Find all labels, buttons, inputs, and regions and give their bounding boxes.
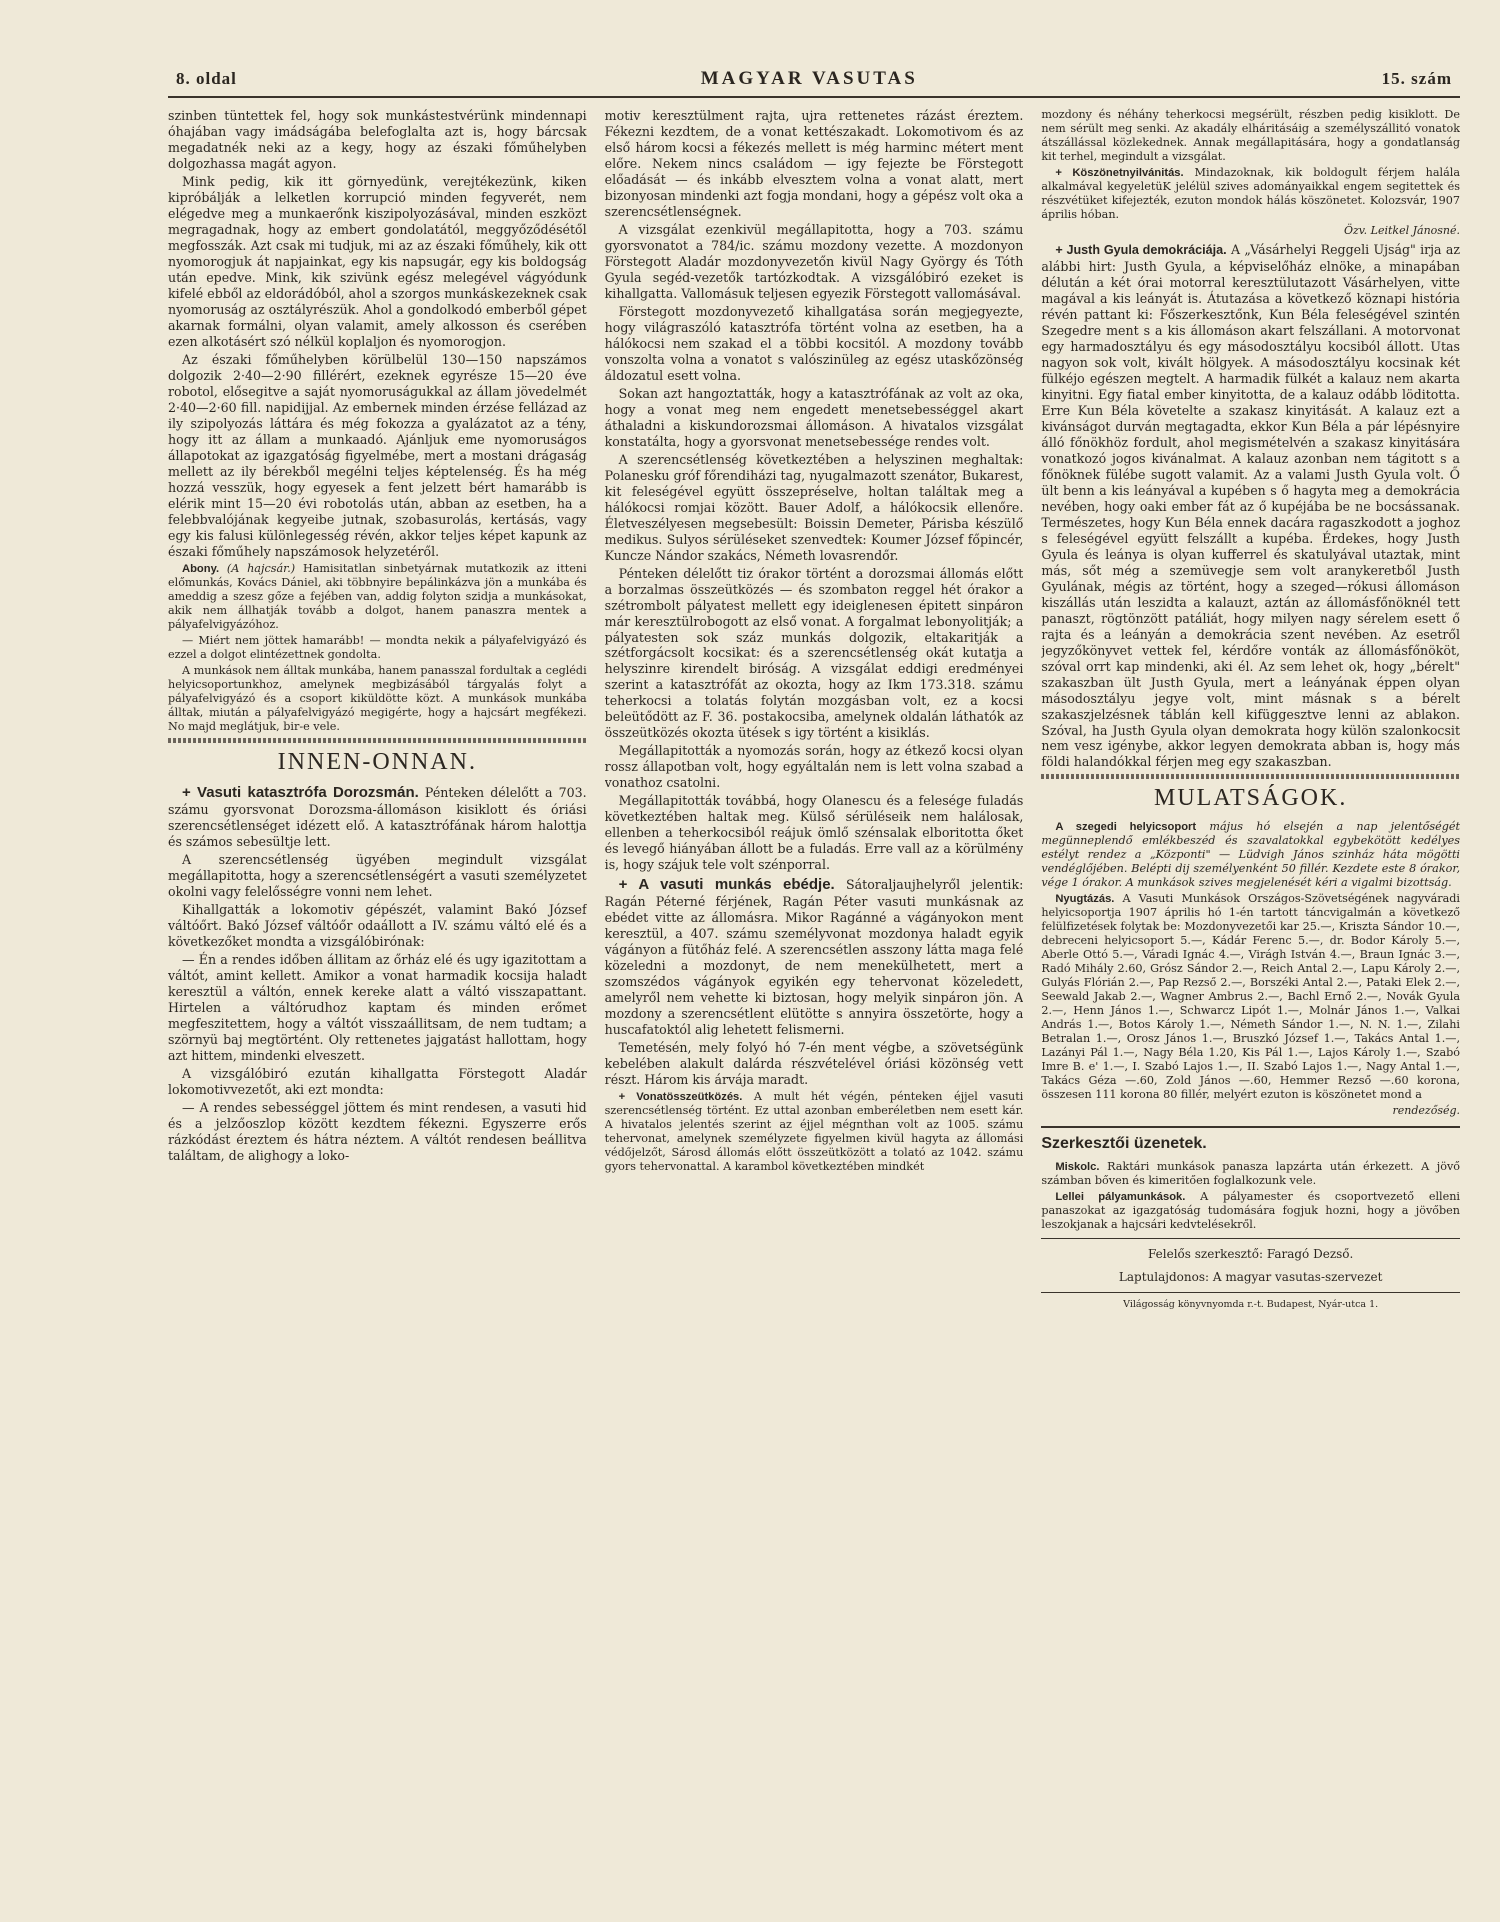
paragraph: Pénteken délelőtt tiz órakor történt a dorozsmai állomás előtt a borzalmas összeütközés — és szombaton reggel hét órakor a szétrombolt pályatest mellett egy ideiglenesen épitett sinpáron már keresztülrobogott az első vonat. A forgalmat lebonyolitják; a pályatesten sok száz munkás dolgozik, eltakaritják a szétforgácsolt kocsikat: és a szerencsétlenség okát kutatja a helyszinre kirendelt biróság. A vizsgálat eddigi eredményei szerint a katasztrófát az okozta, hogy az Ikm 173.318. számu teherkocsi a tolatás folytán mozgásban volt, ez a kocsi beleütődött az F. 36. postakocsiba, amelynek oldalán láthatók az összeütközés okozta ütések s igy történt a kisiklás. xyxy=(604,565,1024,741)
paragraph: Az északi főműhelyben körülbelül 130—150 napszámos dolgozik 2·40—2·90 fillérért, ezeknek egyrésze 15—20 éve robotol, elősegitve a saját nyomoruságukkal az állam jövedelmét 2·40—2·60 fill. napidijjal. Az embernek minden érzése fellázad az ily szipolyozás láttára és még fokozza a gyalázatot az a tény, hogy itt az állam a munkaadó. Ajánljuk eme nyomoruságos állapotokat az igazgatóság figyelmébe, mert a mostani drágaság mellett az ily bérekből megélni teljes képtelenség. És ha még hozzá vesszük, hogy egyesek a fent jelzett bért hamarább is elérik mint 15—20 évi robotolás után, abban az esetben, ha a felebbvalójának kegyeibe jutnak, szobasurolás, kertásás, vagy egy kis falusi különlegesség révén, akkor teljes képet kapunk az északi főműhely napszámosok helyzetéről. xyxy=(168,351,587,559)
article-vonat xyxy=(605,1090,1024,1174)
masthead-title: MAGYAR VASUTAS xyxy=(700,68,918,89)
article-text: Sátoraljaujhelyről jelentik: Ragán Péterné férjének, Ragán Péter vasuti munkásnak az ebédet vitte az állomásra. Mikor Ragánné a vágányokon ment keresztül, a 407. számu személyvonat mozdonya haladt egyik vágányon a fütőház felé. A szerencsétlen asszony látta maga felé közeledni a mozdonyt, de nem menekülhetett, mert a szomszédos vágányok egyikén egy tehervonat közeledett, amelyről nem vehette ki biztosan, hogy melyik sinpáron jön. A mozdony a szerencsétlent elütötte s annyira összetörte, hogy a huscafatoktól alig lehetett felismerni. xyxy=(604,877,1024,1038)
publisher: Laptulajdonos: A magyar vasutas-szervezet xyxy=(1118,1270,1383,1285)
article-lead: Nyugtázás. xyxy=(1055,892,1115,905)
paragraph: Sokan azt hangoztatták, hogy a katasztrófának az volt az oka, hogy a vonat meg nem engedett menetsebességgel akart áthaladni a kiskundorozsmai állomáson. A hivatalos vizsgálat konstatálta, hogy a gyorsvonat menetsebessége rendes volt. xyxy=(604,385,1024,449)
paragraph: Förstegott mozdonyvezető kihallgatása során megjegyezte, hogy világraszóló katasztrófa történt volna az esetben, ha a hálókocsi nem szakad el a többi kocsitól. A mozdony tovább vonszolta volna a vonatot s valószinüleg az egész utaskőzönség áldozatul esett volna. xyxy=(604,303,1024,383)
article-abony xyxy=(168,562,587,632)
article-koszonet xyxy=(1041,166,1460,222)
paragraph: motiv keresztülment rajta, ujra rettenetes rázást éreztem. Fékezni kezdtem, de a vonat kettészakadt. Lokomotivom és az első három kocsi a fékezés mellett is még harminc métert ment előre. Nekem nincs családom — igy fejezte be Förstegott előadását — és inkább elvesztem volna a vonat alatt, mert bizonyosan mindenki azt fogja mondani, hogy a gépész volt oka a szerencsétlenségnek. xyxy=(604,108,1024,219)
article-text: május hó elsején a nap jelentőségét megünneplendő emlékbeszéd és szavalatokkal egybekötött kedélyes estélyt rendez a „Központi" — Lüdvigh János szinház háta mögötti vendéglőjében. Belépti dij személyenként 50 fillér. Kezdete este 8 órakor, vége 1 órakor. A munkások szives megjelenését kéri a vigalmi bizottság. xyxy=(1041,819,1461,889)
paragraph: Mink pedig, kik itt görnyedünk, verejtékezünk, kiken kipróbálják a lelketlen korrupció minden fegyverét, nem elégedve meg a munkaerőnk kiszipolyozásával, minden eszközt megragadnak, hogy az embert gondolatától, meggyőződésétől megfosszák. Azt csak mi tudjuk, mi az az északi főműhely, kik ott nyomorogjuk át napjainkat, egy kis napsugár, egy kis boldogság után epedve. Mink, kik szivünk egész melegével vágyódunk kifelé ebből az eldorádóból, ahol a szorgos munkáskezeknek csak nyomoruság az osztályrészük. Ahol a gondolkodó emberből gépet akarnak formálni, olyan valamit, amely alkosson és cserében ezen alkotásért szó nélkül koplaljon és nyomorogjon. xyxy=(168,173,587,349)
paragraph: A munkások nem álltak munkába, hanem panasszal fordultak a ceglédi helyicsoportunkhoz, amelynek megbizásából tárgyalás folyt a pályafelvigyázó és a csoport kiküldötte közt. A munkások munkába álltak, miután a pályafelvigyázó megigérte, hogy a hajcsárt megfékezi. No majd meglátjuk, bir-e vele. xyxy=(168,663,587,733)
paragraph: mozdony és néhány teherkocsi megsérült, részben pedig kisiklott. De nem sérült meg senki. Az akadály elháritásáig a személyszállitó vonatok átszállással közlekednek. Annak megállapitására, hogy a gondatlanság kit terhel, megindult a vizsgálat. xyxy=(1041,108,1461,163)
paragraph: — Én a rendes időben állitam az őrház elé és ugy igazitottam a váltót, amint kellett. Amikor a vonat harmadik kocsija haladt keresztül a váltón, ennek kereke alatt a váltó visszapattant. Hirtelen a váltórudhoz kaptam és minden erőmet megfeszitettem, hogy a váltót visszaállitsam, de nem tudtam; a szörnyü baj megtörtént. Oly rettenetes jajgatást hallottam, hogy azt hittem, mindenki elveszett. xyxy=(168,951,587,1063)
article-text: Mindazoknak, kik boldogult férjem halála alkalmával kegyeletüK jelélül szives adományaikkal engem segitettek és részvétüket kifejezték, ezuton mondok hálás köszönetet. Kolozsvár, 1907 április hóban. xyxy=(1041,166,1461,221)
note-text: Raktári munkások panasza lapzárta után érkezett. A jövő számban bőven és kimeritően foglalkozunk vele. xyxy=(1041,1160,1461,1188)
paragraph: A szerencsétlenség ügyében megindult vizsgálat megállapitotta, hogy a szerencsétlenségért a vasuti személyzetet okolni vagy felelősségre vonni nem lehet. xyxy=(168,852,587,899)
column-1 xyxy=(168,108,587,1898)
section-heading: MULATSÁGOK. xyxy=(1154,785,1348,812)
article-dorozsma xyxy=(168,783,587,850)
column-3 xyxy=(1041,108,1460,1898)
printer-imprint: Világosság könyvnyomda r.-t. Budapest, Nyár-utca 1. xyxy=(1123,1298,1379,1310)
article-lead: A szegedi helyicsoport xyxy=(1055,820,1197,833)
article-lead: + Vonatösszeütközés. xyxy=(618,1091,743,1104)
paragraph: Megállapitották továbbá, hogy Olanescu és a felesége fuladás következtében haltak meg. Külső sérüléseik nem halálosak, ellenben a teherkocsiból reájuk ömlő szénsalak elboritotta őket és levegő hiányában állott be a fuladás. Erre vall az a körülmény is, hogy szájuk tele volt szénporral. xyxy=(604,793,1024,873)
article-text: Hamisitatlan sinbetyárnak mutatkozik az itteni előmunkás, Kovács Dániel, aki többnyire bepálinkázva jön a munkába és ameddig a szesz gőze a fejében van, addig folyton szidja a munkásokat, akik nem állhatják tovább a dolgot, hanem panaszra mentek a pályafelvigyázóhoz. xyxy=(168,561,587,631)
article-mulatsag xyxy=(1041,820,1460,890)
paragraph: szinben tüntettek fel, hogy sok munkástestvérünk mindennapi óhajában vagy imádságába belefoglalta azt is, hogy bárcsak megadatnék neki az a kegy, hogy az északi főműhelyben dolgozhassa magát agyon. xyxy=(168,108,587,171)
divider xyxy=(1041,1292,1460,1293)
article-text: Pénteken délelőtt a 703. számu gyorsvonat Dorozsma-állomáson kisiklott és óriási szerencsétlenséget idézett elő. A katasztrófának három halottja és számos sebesültje lett. xyxy=(168,785,587,850)
columns xyxy=(168,108,1460,1898)
note-miskolc xyxy=(1041,1160,1460,1188)
article-lead: + A vasuti munkás ebédje. xyxy=(618,876,835,894)
note-text: A pályamester és csoportvezető elleni panaszokat az igazgatóság tudomására fogjuk hozni, hogy a jövőben leszokjanak a hajcsári kedvtelésekről. xyxy=(1041,1190,1461,1232)
responsible-editor: Felelős szerkesztő: Faragó Dezső. xyxy=(1148,1247,1354,1262)
signature: rendezőség. xyxy=(1392,1103,1461,1117)
paragraph: A vizsgálóbiró ezután kihallgatta Förstegott Aladár lokomotivvezetőt, aki ezt mondta: xyxy=(168,1065,587,1097)
article-text: A mult hét végén, pénteken éjjel vasuti szerencsétlenség történt. Ez uttal azonban emberéletben nem esett kár. A hivatalos jelentés szerint az éjjel mégnthan volt az 1005. számu tehervonat, amelynek személyzete figyelmen kivül hagyta az állomási védőjelzőt, Sárosd állomás előtt összeütközött a tolató az 1042. számu gyors tehervonattal. A karambol következtében mindkét xyxy=(604,1090,1024,1174)
paragraph: Kihallgatták a lokomotiv gépészét, valamint Bakó József váltóőrt. Bakó József váltóőr odaállott a IV. számu váltó elé és a következőket mondta a vizsgálóbirónak: xyxy=(168,901,587,949)
article-nyugtazas xyxy=(1041,892,1460,1102)
note-lead: Lellei pályamunkások. xyxy=(1055,1191,1186,1204)
article-text: A „Vásárhelyi Reggeli Ujság" irja az alábbi hirt: Justh Gyula, a képviselőház elnöke, a minapában délután a két órai motorral keresztülutazott Vásárhelyen, vitte magával a kis leányát is. Átutazása a következő köznapi história révén pattant ki: Főszerkesztőnk, Kun Béla feleségével szintén Szegedre ment s a kis állomáson akart felszállani. A motorvonat egy harmadosztályu és egy másodosztályu kocsiból állott. Utas nagyon sok volt, kivált hölgyek. A másodosztályu kocsinak két fülkéjo egészen megtelt. A harmadik fülkét a kalauz nem akarta kinyitni. Egy fiatal ember kinyitotta, de a kalauz odább löditotta. Erre Kun Béla követelte a szakasz kinyitását. A kalauz ezt a kivánságot durván megtagadta, ekkor Kun Béla a pár lépésnyire álló főnökhöz fordult, ahol megismételvén a szakasz kinyitására vonatkozó jogos kivánalmat. A kalauz azonban nem tágitott s a főnöknek fülébe sugott valamit. Az a valami Justh Gyula volt. Ő ült benn a kis leányával a kupében s ő hagyta meg a demokrácia nevében, hogy oaki ember fát az ő kupéjába be ne bocsássanak. Természetes, hogy Kun Béla ennek dacára ragaszkodott a joghoz s feleségével együtt felszállt a kupéba. Érdekes, hogy Justh Gyula és leánya is olyan kufferrel és skatulyával utaztak, mint más, sőt még a szemüvegje sem volt aranykeretből Justh Gyulának, mégis az történt, hogy a szeged—rókusi állomáson kiszállás után leszidta a kalauzt, aztán az állomásfőnöknél tett panaszt, rögtönzött patáliát, hogy milyen nagy sérelem esett ő rajta és a leányán a demokrácia szent nevében. Az esetről jegyzőkönyvet vettek fel, kérdőre vonták az állomásfőnököt, szóval orrt kap mindenki, aki él. Az sem lehet ok, hogy „bérelt" szakaszban ült Justh Gyula, mert a leányának éppen olyan másodosztályu jegye volt, mint másnak s a bérelt szakaszjelzésnek táblán kell kifüggesztve lenni az ablakon. Szóval, ha Justh Gyula olyan demokrata hogy külön szalonkocsit nem vesz igénybe, akkor legyen demokrata abban is, hogy más földi halandókkal férjen meg egy szakaszban. xyxy=(1041,241,1461,770)
article-text: A Vasuti Munkások Országos-Szövetségének nagyváradi helyicsoportja 1907 április hó 1-én tartott táncvigalmán a következő felülfizetések folytak be: Mozdonyvezetői kar 25.—, Kriszta Sándor 10.—, debreceni helyicsoport 5.—, Kádár Ferenc 5.—, dr. Bodor Károly 5.—, Aberle Ottó 5.—, Váradi Ignác 4.—, Virágh István 4.—, Braun Ignác 3.—, Radó Mihály 2.60, Grósz Sándor 2.—, Reich Antal 2.—, Lapu Károly 2.—, Gulyás Flórián 2.—, Pap Rezső 2.—, Borszéki Antal 2.—, Pataki Elek 2.—, Seewald Jakab 2.—, Wagner Ambrus 2.—, Bachl Ernő 2.—, Novák Gyula 2.—, Henn János 1.—, Schwarcz Lipót 1.—, Molnár János 1.—, Valkai András 1.—, Botos Károly 1.—, Németh Sándor 1.—, N. N. 1.—, Zilahi Betralan 1.—, Orosz János 1.—, Bruszkó József 1.—, Takács Antal 1.—, Lazányi Pál 1.—, Nagy Béla 1.20, Kis Pál 1.—, Lajos Károly 1.—, Szabó Imre B. e' 1.—, I. Szabó Lajos 1.—, II. Szabó Lajos 1.—, Nagy Antal 1.—, Takács Géza —.60, Zold János —.60, Hemmer Rezső —.60 korona, összesen 111 korona 80 fillér, melyért ezuton is köszönetet mond a xyxy=(1041,891,1461,1101)
paragraph: A szerencsétlenség következtében a helyszinen meghaltak: Polanesku gróf főrendiházi tag, nyugalmazott szenátor, Bukarest, kit feleségével együtt összepréselve, holtan találtak meg a hálókocsi romjai között. Bauer Adolf, a hálókocsik ellenőre. Életveszélyesen megsebesült: Boissin Demeter, Párisba készülő medikus. Sulyos sérüléseket szenvedtek: Koumer József főpincér, Kuncze Nándor szakács, Németh lovasrendőr. xyxy=(604,451,1024,563)
divider xyxy=(168,738,587,743)
paragraph: Temetésén, mely folyó hó 7-én ment végbe, a szövetségünk kebelében alakult dalárda részvételével óriási közönség vett részt. Három kis árvája maradt. xyxy=(604,1040,1024,1088)
paragraph: A vizsgálat ezenkivül megállapitotta, hogy a 703. számu gyorsvonatot a 784/ic. számu mozdony vezette. A mozdonyon Förstegott Aladár mozdonyvezetőn kivül Nagy György és Tóth Gyula segéd-vezetők tartózkodtak. A vizsgálóbiró ezeket is kihallgatta. Vallomásuk teljesen egyezik Förstegott vallomásával. xyxy=(604,221,1024,301)
paragraph: — Miért nem jöttek hamarább! — mondta nekik a pályafelvigyázó és ezzel a dolgot elintézettnek gondolta. xyxy=(168,633,587,661)
section-heading: INNEN-ONNAN. xyxy=(277,748,477,775)
article-justh xyxy=(1041,242,1460,770)
paragraph: — A rendes sebességgel jöttem és mint rendesen, a vasuti hid és a jelzőoszlop között kezdtem fékezni. Egyszerre erős rázkódást éreztem és hátra néztem. A váltót rendesen beállitva találtam, de alighogy a loko- xyxy=(168,1099,587,1163)
article-lead: Abony. xyxy=(182,562,220,575)
editor-notes-heading: Szerkesztői üzenetek. xyxy=(1041,1126,1460,1154)
note-lellei xyxy=(1041,1190,1460,1232)
article-lead: + Justh Gyula demokráciája. xyxy=(1055,242,1227,257)
note-lead: Miskolc. xyxy=(1055,1161,1100,1174)
article-lead: + Vasuti katasztrófa Dorozsmán. xyxy=(182,784,419,802)
article-subtitle: (A hajcsár.) xyxy=(226,561,296,575)
page-number: 8. oldal xyxy=(176,69,237,88)
article-ebed xyxy=(605,875,1024,1038)
paragraph: Megállapitották a nyomozás során, hogy az étkező kocsi olyan rossz állapotban volt, hogy egyáltalán nem is lett volna szabad a vonathoz csatolni. xyxy=(604,743,1024,791)
article-lead: + Köszönetnyilvánitás. xyxy=(1055,167,1184,179)
page-header xyxy=(168,68,1460,98)
issue-number: 15. szám xyxy=(1381,69,1452,88)
signature: Özv. Leitkel Jánosné. xyxy=(1343,224,1461,237)
column-2 xyxy=(605,108,1024,1898)
divider xyxy=(1041,1238,1460,1239)
divider xyxy=(1041,774,1460,779)
